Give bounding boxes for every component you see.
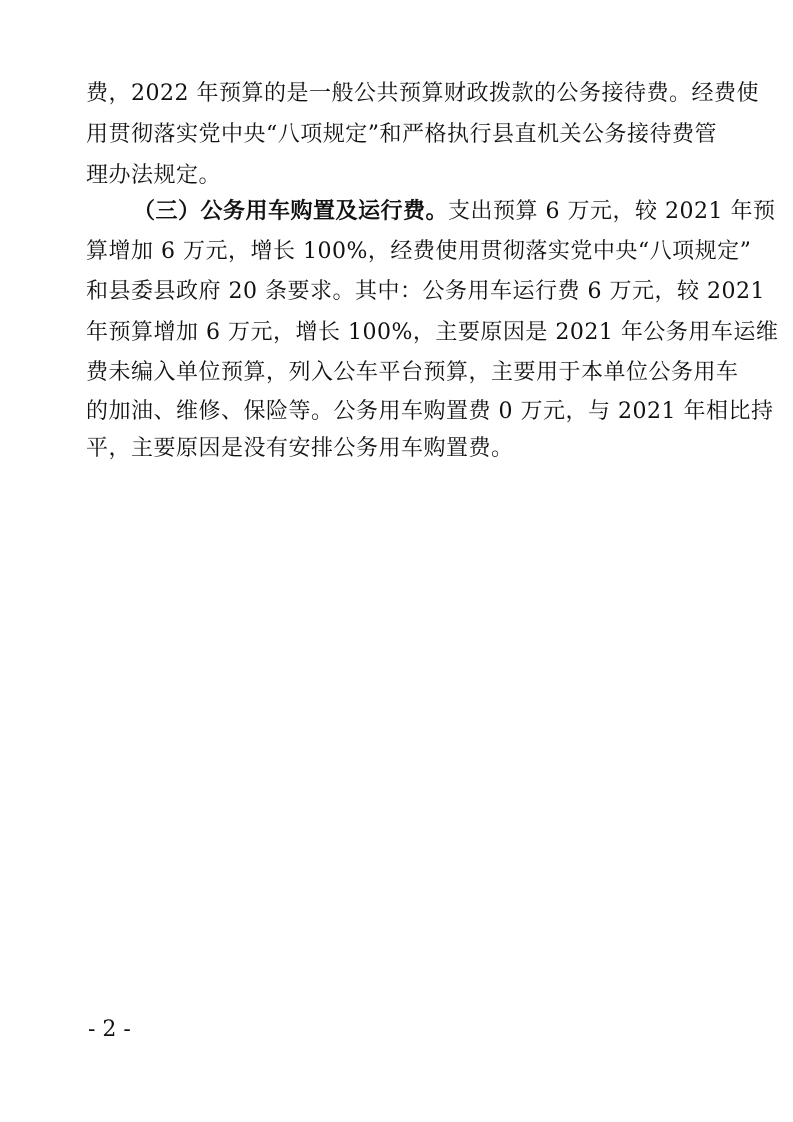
paragraph-2-line-5: 费未编入单位预算，列入公车平台预算，主要用于本单位公务用车: [86, 360, 739, 385]
page-number: - 2 -: [88, 1017, 131, 1042]
paragraph-2-line-2: 算增加 6 万元，增长 100%，经费使用贯彻落实党中央“八项规定”: [86, 239, 752, 264]
paragraph-2-line-1: [133, 196, 776, 226]
paragraph-2-line-7: 平，主要原因是没有安排公务用车购置费。: [86, 436, 514, 461]
paragraph-2-line-1-text: 支出预算 6 万元，较 2021 年预: [448, 199, 776, 224]
paragraph-2-line-4: 年预算增加 6 万元，增长 100%，主要原因是 2021 年公务用车运维: [86, 320, 779, 345]
paragraph-1-line-3: 理办法规定。: [86, 163, 222, 188]
paragraph-2-line-6: 的加油、维修、保险等。公务用车购置费 0 万元，与 2021 年相比持: [86, 399, 774, 424]
paragraph-2-line-3: 和县委县政府 20 条要求。其中：公务用车运行费 6 万元，较 2021: [86, 279, 765, 304]
section-heading: （三）公务用车购置及运行费。: [133, 198, 449, 224]
paragraph-1-line-1: 费，2022 年预算的是一般公共预算财政拨款的公务接待费。经费使: [86, 81, 759, 106]
paragraph-1-line-2: 用贯彻落实党中央“八项规定”和严格执行县直机关公务接待费管: [86, 122, 717, 147]
